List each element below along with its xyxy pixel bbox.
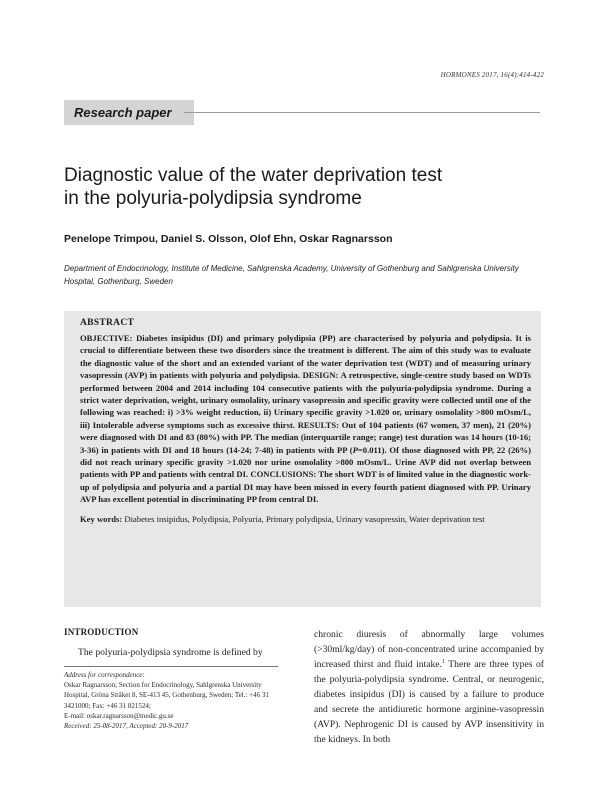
introduction-text-left: The polyuria-polydipsia syndrome is defined by <box>78 647 263 658</box>
abstract-box <box>64 311 541 607</box>
abstract-body-continued: =0.011). Of those diagnosed with PP, 22 (26%) did not reach urinary specific gravity >1.020 nor urine osmolality >800 mOsm/L. Urine AVP did not overlap between patients with PP and patients with central DI. CONCLUSIONS: The short WDT is of limited value in the diagnostic work-up of polydipsia and polyuria and a partial DI may have been missed in every fourth patient diagnosed with PP. Urinary AVP has excellent potential in discriminating PP from central DI. <box>80 444 531 505</box>
introduction-text-right <box>314 627 544 747</box>
correspondence-label: Address for correspondence: <box>64 671 145 679</box>
title-line-2: in the polyuria-polydipsia syndrome <box>64 188 362 209</box>
received-accepted-dates: Received: 25-08-2017, Accepted: 20-9-2017 <box>64 722 189 731</box>
left-column <box>64 627 278 731</box>
p-value-symbol: P <box>352 444 358 455</box>
intro-right-part2: There are three types of the polyuria-polydipsia syndrome. Central, or neurogenic, diabetes insipidus (DI) is caused by a failure to produce and secrete the antidiuretic hormone arginine-vasopressin (AVP). Nephrogenic DI is caused by AVP insensitivity in the kidneys. In both <box>314 659 544 745</box>
keywords <box>80 513 531 525</box>
section-label: Research paper <box>64 100 194 125</box>
keywords-list: Diabetes insipidus, Polydipsia, Polyuria, Primary polydipsia, Urinary vasopressin, Water deprivation test <box>124 513 485 524</box>
banner-divider <box>184 112 540 113</box>
correspondence-email: E-mail: oskar.ragnarsson@medic.gu.se <box>64 711 174 720</box>
intro-right-part1: chronic diuresis of abnormally large volumes (>30ml/kg/day) of non-concentrated urine accompanied by increased thirst and fluid intake. <box>314 629 544 670</box>
keywords-label: Key words: <box>80 513 123 524</box>
abstract-heading: ABSTRACT <box>80 318 135 328</box>
correspondence-box <box>64 666 278 731</box>
right-column <box>314 627 544 747</box>
reference-1[interactable]: 1 <box>441 658 445 665</box>
journal-reference: HORMONES 2017, 16(4):414-422 <box>440 71 544 79</box>
introduction-heading: INTRODUCTION <box>64 627 139 637</box>
abstract-body: OBJECTIVE: Diabetes insipidus (DI) and primary polydipsia (PP) are characterised by polyuria and polydipsia. It is crucial to differentiate between these two disorders since the treatment is different. The aim of this study was to evaluate the diagnostic value of the short and an extended variant of the water deprivation test (WDT) and of measuring urinary vasopressin (AVP) in patients with polyuria and polydipsia. DESIGN: A retrospective, single-centre study based on WDTs performed between 2004 and 2014 including 104 consecutive patients with the polyuria-polydipsia syndrome. During a strict water deprivation, weight, urinary osmolality, urinary vasopressin and specific gravity were collected until one of the following was reached: i) >3% weight reduction, ii) Urinary specific gravity >1.020 or, urinary osmolality >800 mOsm/L, iii) Intolerable adverse symptoms such as excessive thirst. RESULTS: Out of 104 patients (67 women, 37 men), 21 (20%) were diagnosed with DI and 83 (80%) with PP. The median (interquartile range; range) test duration was 14 hours (10-16; 3-36) in patients with DI and 18 hours (14-24; 7-48) in patients with PP ( <box>80 333 531 455</box>
affiliation: Department of Endocrinology, Institute of Medicine, Sahlgrenska Academy, University of Gothenburg and Sahlgrenska University Hospital, Gothenburg, Sweden <box>64 264 519 286</box>
abstract-text <box>80 332 531 506</box>
correspondence-address: Oskar Ragnarsson; Section for Endocrinology, Sahlgrenska University Hospital, Gröna Stråket 8, SE-413 45, Gothenburg, Sweden; Tel.: +46 31 3421000; Fax: +46 31 821524; <box>64 681 269 710</box>
author-list: Penelope Trimpou, Daniel S. Olsson, Olof Ehn, Oskar Ragnarsson <box>64 233 393 245</box>
title-line-1: Diagnostic value of the water deprivation test <box>64 165 443 186</box>
article-title <box>64 164 534 210</box>
